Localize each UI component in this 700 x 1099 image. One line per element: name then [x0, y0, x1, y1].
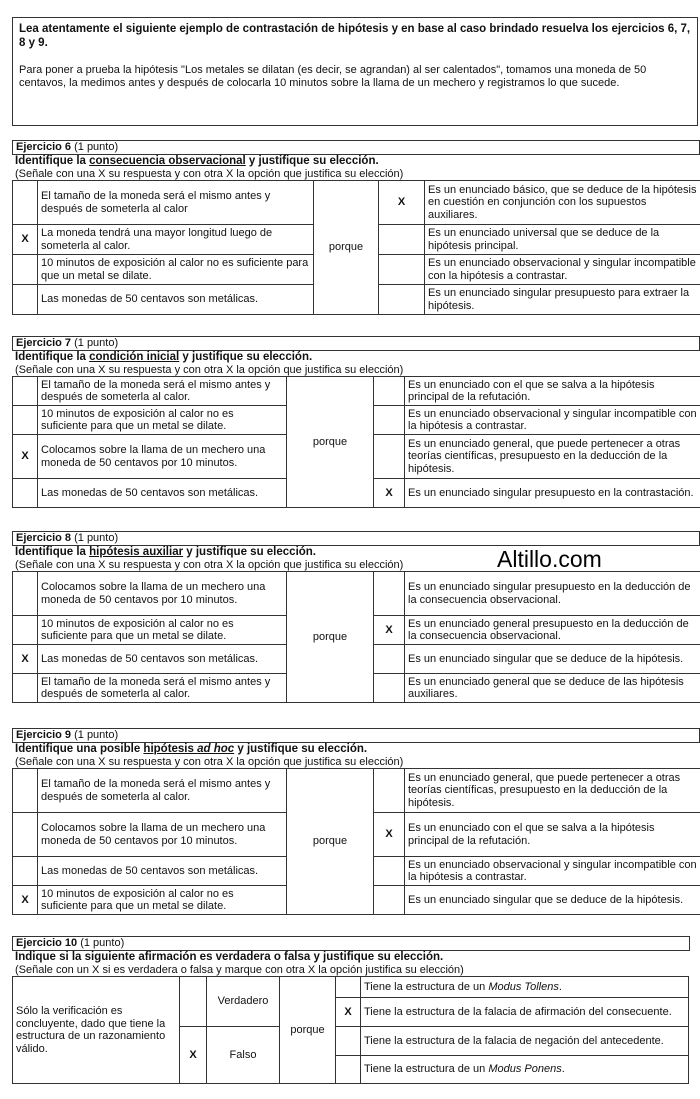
exercise-7-prompt: Identifique la condición inicial y justifique su elección.: [15, 351, 313, 363]
answer-option: El tamaño de la moneda será el mismo antes y después de someterla al calor: [38, 181, 314, 225]
exercise-8-prompt: Identifique la hipótesis auxiliar y justifique su elección.: [15, 546, 317, 558]
justification-option: Es un enunciado general presupuesto en la deducción de la consecuencia observacional.: [405, 616, 700, 645]
exercise-8-title: Ejercicio 8: [16, 532, 72, 544]
option-text: Tiene la estructura de la falacia de negación del antecedente.: [361, 1027, 689, 1056]
answer-option: 10 minutos de exposición al calor no es suficiente para que un metal se dilate.: [38, 255, 314, 285]
justification-option: Es un enunciado observacional y singular incompatible con la hipótesis a contrastar.: [405, 406, 700, 435]
justification-mark-cell[interactable]: [374, 857, 405, 886]
justification-option: Es un enunciado singular que se deduce de la hipótesis.: [405, 645, 700, 674]
justification-option: Es un enunciado singular presupuesto en la deducción de la consecuencia observacional.: [405, 572, 700, 616]
answer-mark-cell[interactable]: X: [13, 645, 38, 674]
exercise-10-prompt: Indique si la siguiente afirmación es verdadera o falsa y justifique su elección.: [15, 951, 444, 963]
justification-mark-cell[interactable]: X: [374, 479, 405, 508]
justification-mark-cell[interactable]: [374, 769, 405, 813]
justification-option: Es un enunciado singular presupuesto en la contrastación.: [405, 479, 700, 508]
justification-option: Es un enunciado con el que se salva a la hipótesis principal de la refutación.: [405, 813, 700, 857]
justification-option: Es un enunciado singular que se deduce de la hipótesis.: [405, 886, 700, 915]
answer-option: Las monedas de 50 centavos son metálicas.: [38, 857, 287, 886]
justification-mark-cell[interactable]: [374, 406, 405, 435]
justification-option: Es un enunciado con el que se salva a la hipótesis principal de la refutación.: [405, 377, 700, 406]
answer-option: Colocamos sobre la llama de un mechero una moneda de 50 centavos por 10 minutos.: [38, 435, 287, 479]
false-mark-cell[interactable]: X: [180, 1027, 207, 1084]
porque-label: porque: [314, 181, 379, 315]
option-mark-cell[interactable]: [336, 977, 361, 998]
answer-mark-cell[interactable]: [13, 572, 38, 616]
exercise-9-points: (1 punto): [71, 729, 119, 741]
justification-mark-cell[interactable]: [379, 225, 425, 255]
exercise-10-hint: (Señale con un X si es verdadera o falsa y marque con otra X la opción justifica su elección): [15, 964, 464, 976]
answer-option: Las monedas de 50 centavos son metálicas.: [38, 285, 314, 315]
exercise-6-table: [12, 180, 700, 315]
exercise-10-titlebar: [12, 936, 690, 951]
justification-option: Es un enunciado general, que puede pertenecer a otras teorías científicas, presupuesto en la deducción de la hipótesis.: [405, 435, 700, 479]
justification-mark-cell[interactable]: X: [379, 181, 425, 225]
porque-label: porque: [287, 572, 374, 703]
exercise-7-table: [12, 376, 700, 508]
exercise-8-titlebar: [12, 531, 700, 546]
justification-mark-cell[interactable]: X: [374, 616, 405, 645]
porque-label: porque: [287, 769, 374, 915]
exercise-9-hint: (Señale con una X su respuesta y con otra X la opción que justifica su elección): [15, 756, 404, 768]
exercise-6-points: (1 punto): [71, 141, 119, 153]
exercise-9-title: Ejercicio 9: [16, 729, 72, 741]
answer-mark-cell[interactable]: [13, 377, 38, 406]
exercise-6: [12, 140, 700, 315]
answer-mark-cell[interactable]: [13, 857, 38, 886]
answer-mark-cell[interactable]: [13, 406, 38, 435]
answer-option: 10 minutos de exposición al calor no es suficiente para que un metal se dilate.: [38, 406, 287, 435]
justification-mark-cell[interactable]: [374, 572, 405, 616]
justification-mark-cell[interactable]: [379, 255, 425, 285]
answer-mark-cell[interactable]: [13, 616, 38, 645]
answer-option: 10 minutos de exposición al calor no es suficiente para que un metal se dilate.: [38, 886, 287, 915]
answer-option: Las monedas de 50 centavos son metálicas.: [38, 479, 287, 508]
option-mark-cell[interactable]: X: [336, 998, 361, 1027]
exercise-9-titlebar: [12, 728, 700, 743]
exercise-8-table: [12, 571, 700, 703]
exercise-7-points: (1 punto): [71, 337, 119, 349]
justification-option: Es un enunciado observacional y singular incompatible con la hipótesis a contrastar.: [405, 857, 700, 886]
answer-option: Colocamos sobre la llama de un mechero una moneda de 50 centavos por 10 minutos.: [38, 813, 287, 857]
justification-mark-cell[interactable]: [379, 285, 425, 315]
justification-mark-cell[interactable]: [374, 377, 405, 406]
true-mark-cell[interactable]: [180, 977, 207, 1027]
justification-mark-cell[interactable]: X: [374, 813, 405, 857]
answer-mark-cell[interactable]: [13, 479, 38, 508]
porque-label: porque: [280, 977, 336, 1084]
answer-mark-cell[interactable]: [13, 769, 38, 813]
justification-option: Es un enunciado universal que se deduce de la hipótesis principal.: [425, 225, 700, 255]
justification-option: Es un enunciado observacional y singular incompatible con la hipótesis a contrastar.: [425, 255, 700, 285]
exercise-10-table: [12, 976, 689, 1084]
option-mark-cell[interactable]: [336, 1027, 361, 1056]
answer-mark-cell[interactable]: [13, 255, 38, 285]
answer-option: Las monedas de 50 centavos son metálicas.: [38, 645, 287, 674]
option-text: Tiene la estructura de la falacia de afirmación del consecuente.: [361, 998, 689, 1027]
justification-option: Es un enunciado singular presupuesto para extraer la hipótesis.: [425, 285, 700, 315]
answer-option: El tamaño de la moneda será el mismo antes y después de someterla al calor.: [38, 674, 287, 703]
justification-option: Es un enunciado general que se deduce de las hipótesis auxiliares.: [405, 674, 700, 703]
justification-mark-cell[interactable]: [374, 674, 405, 703]
answer-option: La moneda tendrá una mayor longitud luego de someterla al calor.: [38, 225, 314, 255]
justification-option: Es un enunciado básico, que se deduce de la hipótesis en cuestión en conjunción con los supuestos auxiliares.: [425, 181, 700, 225]
exercise-6-hint: (Señale con una X su respuesta y con otra X la opción que justifica su elección): [15, 168, 404, 180]
justification-mark-cell[interactable]: [374, 645, 405, 674]
option-text: Tiene la estructura de un Modus Ponens.: [361, 1056, 689, 1084]
exercise-8-hint: (Señale con una X su respuesta y con otra X la opción que justifica su elección): [15, 559, 404, 571]
exercise-8-points: (1 punto): [71, 532, 119, 544]
exercise-7: [12, 336, 700, 508]
answer-option: El tamaño de la moneda será el mismo antes y después de someterla al calor.: [38, 377, 287, 406]
exercise-6-prompt: Identifique la consecuencia observacional y justifique su elección.: [15, 155, 379, 167]
answer-mark-cell[interactable]: [13, 813, 38, 857]
watermark-text: Altillo.com: [497, 546, 602, 572]
exercise-8: [12, 531, 700, 703]
false-label: Falso: [207, 1027, 280, 1084]
exercise-10: [12, 936, 690, 1084]
exercise-9-prompt: Identifique una posible hipótesis ad hoc y justifique su elección.: [15, 743, 368, 755]
porque-label: porque: [287, 377, 374, 508]
answer-option: Colocamos sobre la llama de un mechero una moneda de 50 centavos por 10 minutos.: [38, 572, 287, 616]
intro-paragraph: Para poner a prueba la hipótesis "Los metales se dilatan (es decir, se agrandan) al ser calentados", tomamos una moneda de 50 centavos, la medimos antes y después de colocarla 10 minutos sobre la llama de un mechero y registramos lo que sucede.: [19, 64, 647, 89]
exercise-6-titlebar: [12, 140, 700, 155]
answer-mark-cell[interactable]: [13, 181, 38, 225]
exercise-9: [12, 728, 700, 915]
answer-mark-cell[interactable]: X: [13, 225, 38, 255]
justification-option: Es un enunciado general, que puede pertenecer a otras teorías científicas, presupuesto en la deducción de la hipótesis.: [405, 769, 700, 813]
answer-option: 10 minutos de exposición al calor no es suficiente para que un metal se dilate.: [38, 616, 287, 645]
justification-mark-cell[interactable]: [374, 886, 405, 915]
answer-mark-cell[interactable]: X: [13, 435, 38, 479]
statement-cell: Sólo la verificación es concluyente, dado que tiene la estructura de un razonamiento válido.: [13, 977, 180, 1084]
option-text: Tiene la estructura de un Modus Tollens.: [361, 977, 689, 998]
exercise-7-title: Ejercicio 7: [16, 337, 72, 349]
answer-mark-cell[interactable]: X: [13, 886, 38, 915]
exercise-10-title: Ejercicio 10: [16, 937, 78, 949]
exercise-9-table: [12, 768, 700, 915]
option-mark-cell[interactable]: [336, 1056, 361, 1084]
exercise-10-points: (1 punto): [77, 937, 125, 949]
answer-mark-cell[interactable]: [13, 285, 38, 315]
exercise-7-titlebar: [12, 336, 700, 351]
exercise-6-title: Ejercicio 6: [16, 141, 72, 153]
exercise-7-hint: (Señale con una X su respuesta y con otra X la opción que justifica su elección): [15, 364, 404, 376]
answer-option: El tamaño de la moneda será el mismo antes y después de someterla al calor.: [38, 769, 287, 813]
intro-heading: Lea atentamente el siguiente ejemplo de contrastación de hipótesis y en base al caso brindado resuelva los ejercicios 6, 7, 8 y 9.: [19, 23, 691, 49]
true-label: Verdadero: [207, 977, 280, 1027]
intro-box: [12, 17, 698, 126]
justification-mark-cell[interactable]: [374, 435, 405, 479]
answer-mark-cell[interactable]: [13, 674, 38, 703]
